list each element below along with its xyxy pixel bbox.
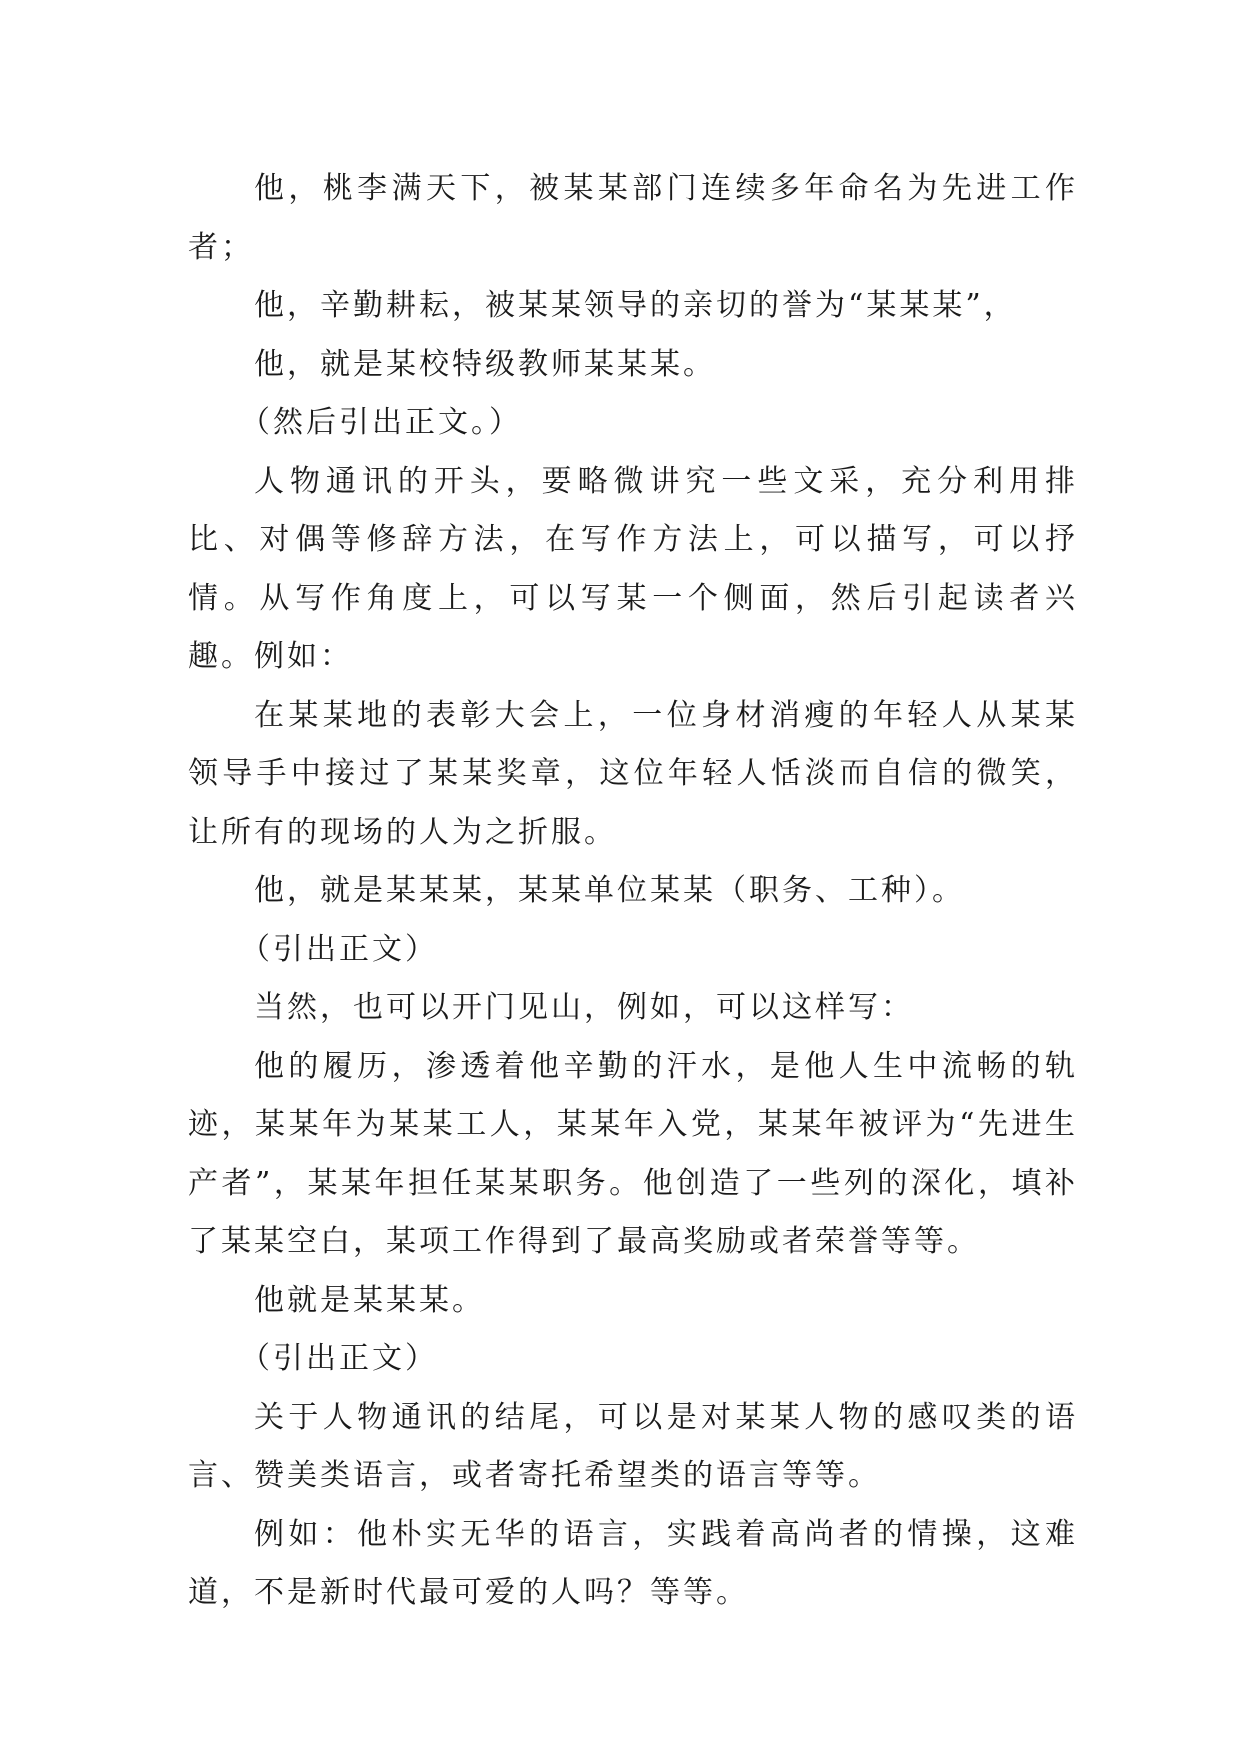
paragraph: 关于人物通讯的结尾，可以是对某某人物的感叹类的语言、赞美类语言，或者寄托希望类的语言等等。 (188, 1399, 1078, 1493)
paragraph: 他，辛勤耕耘，被某某领导的亲切的誉为“某某某”， (254, 288, 1017, 323)
paragraph: 他，就是某校特级教师某某某。 (254, 346, 716, 382)
paragraph: 他的履历，渗透着他辛勤的汗水，是他人生中流畅的轨迹，某某年为某某工人，某某年入党，某某年被评为“先进生产者”，某某年担任某某职务。他创造了一些列的深化，填补了某某空白，某项工作得到了最高奖励或者荣誉等等。 (188, 1048, 1078, 1259)
paragraph-note: （然后引出正文。） (240, 405, 522, 440)
paragraph: 例如：他朴实无华的语言，实践着高尚者的情操，这难道，不是新时代最可爱的人吗？等等。 (188, 1516, 1078, 1610)
paragraph: 他，就是某某某，某某单位某某（职务、工种）。 (254, 873, 965, 908)
paragraph: 在某某地的表彰大会上，一位身材消瘦的年轻人从某某领导手中接过了某某奖章，这位年轻人恬淡而自信的微笑，让所有的现场的人为之折服。 (188, 697, 1078, 850)
paragraph: 他就是某某某。 (254, 1282, 485, 1318)
paragraph: 人物通讯的开头，要略微讲究一些文采，充分利用排比、对偶等修辞方法，在写作方法上，可以描写，可以抒情。从写作角度上，可以写某一个侧面，然后引起读者兴趣。例如： (188, 463, 1078, 674)
paragraph-note: （引出正文） (240, 931, 438, 967)
paragraph: 当然，也可以开门见山，例如，可以这样写： (254, 990, 914, 1025)
paragraph-note: （引出正文） (240, 1341, 438, 1376)
paragraph: 他，桃李满天下，被某某部门连续多年命名为先进工作者； (188, 171, 1078, 265)
body-text (188, 160, 1078, 1623)
